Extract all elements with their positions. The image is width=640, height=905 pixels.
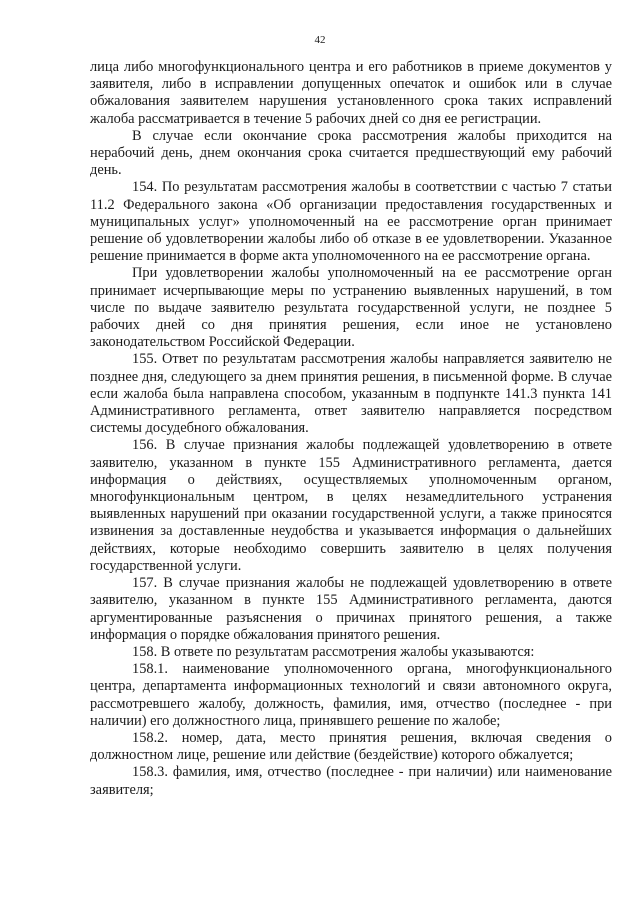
paragraph-156: 156. В случае признания жалобы подлежащей удовлетворению в ответе заявителю, указанном в пункте 155 Административного регламента, дается информация о действиях, осуществляемых уполномоченным органом, многофункциональным центром, в целях незамедлительного устранения выявленных нарушений при оказании государственной услуги, а также приносятся извинения за доставленные неудобства и указывается информация о дальнейших действиях, которые необходимо совершить заявителю в целях получения государственной услуги. (90, 437, 612, 574)
paragraph-157: 157. В случае признания жалобы не подлежащей удовлетворению в ответе заявителю, указанном в пункте 155 Административного регламента, даются аргументированные разъяснения о причинах принятого решения, а также информация о порядке обжалования принятого решения. (90, 575, 612, 643)
paragraph-158: 158. В ответе по результатам рассмотрения жалобы указываются: (132, 643, 535, 660)
paragraph: В случае если окончание срока рассмотрения жалобы приходится на нерабочий день, днем окончания срока считается предшествующий ему рабочий день. (90, 127, 612, 179)
paragraph-155: 155. Ответ по результатам рассмотрения жалобы направляется заявителю не позднее дня, следующего за днем принятия решения, в письменной форме. В случае если жалоба была направлена способом, указанным в подпункте 141.3 пункта 141 Административного регламента, ответ заявителю направляется посредством системы досудебного обжалования. (90, 351, 612, 437)
page-number: 42 (314, 34, 326, 46)
paragraph-continuation: лица либо многофункционального центра и его работников в приеме документов у заявителя, либо в исправлении допущенных опечаток и ошибок или в случае обжалования заявителем нарушения установленного срока таких исправлений жалоба рассматривается в течение 5 рабочих дней со дня ее регистрации. (90, 59, 612, 127)
document-body (90, 59, 612, 799)
paragraph-154: 154. По результатам рассмотрения жалобы в соответствии с частью 7 статьи 11.2 Федерального закона «Об организации предоставления государственных и муниципальных услуг» уполномоченный на ее рассмотрение орган принимает решение об удовлетворении жалобы либо об отказе в ее удовлетворении. Указанное решение принимается в форме акта уполномоченного на ее рассмотрение органа. (90, 179, 612, 265)
paragraph-158-2: 158.2. номер, дата, место принятия решения, включая сведения о должностном лице, решение или действие (бездействие) которого обжалуется; (90, 729, 612, 764)
paragraph-158-3: 158.3. фамилия, имя, отчество (последнее - при наличии) или наименование заявителя; (90, 764, 612, 798)
paragraph: При удовлетворении жалобы уполномоченный на ее рассмотрение орган принимает исчерпывающие меры по устранению выявленных нарушений, в том числе по выдаче заявителю результата государственной услуги, не позднее 5 рабочих дней со дня принятия решения, если иное не установлено законодательством Российской Федерации. (90, 265, 612, 351)
paragraph-158-1: 158.1. наименование уполномоченного органа, многофункционального центра, департамента информационных технологий и связи автономного округа, рассмотревшего жалобу, должность, фамилия, имя, отчество (последнее - при наличии) его должностного лица, принявшего решение по жалобе; (90, 661, 612, 729)
